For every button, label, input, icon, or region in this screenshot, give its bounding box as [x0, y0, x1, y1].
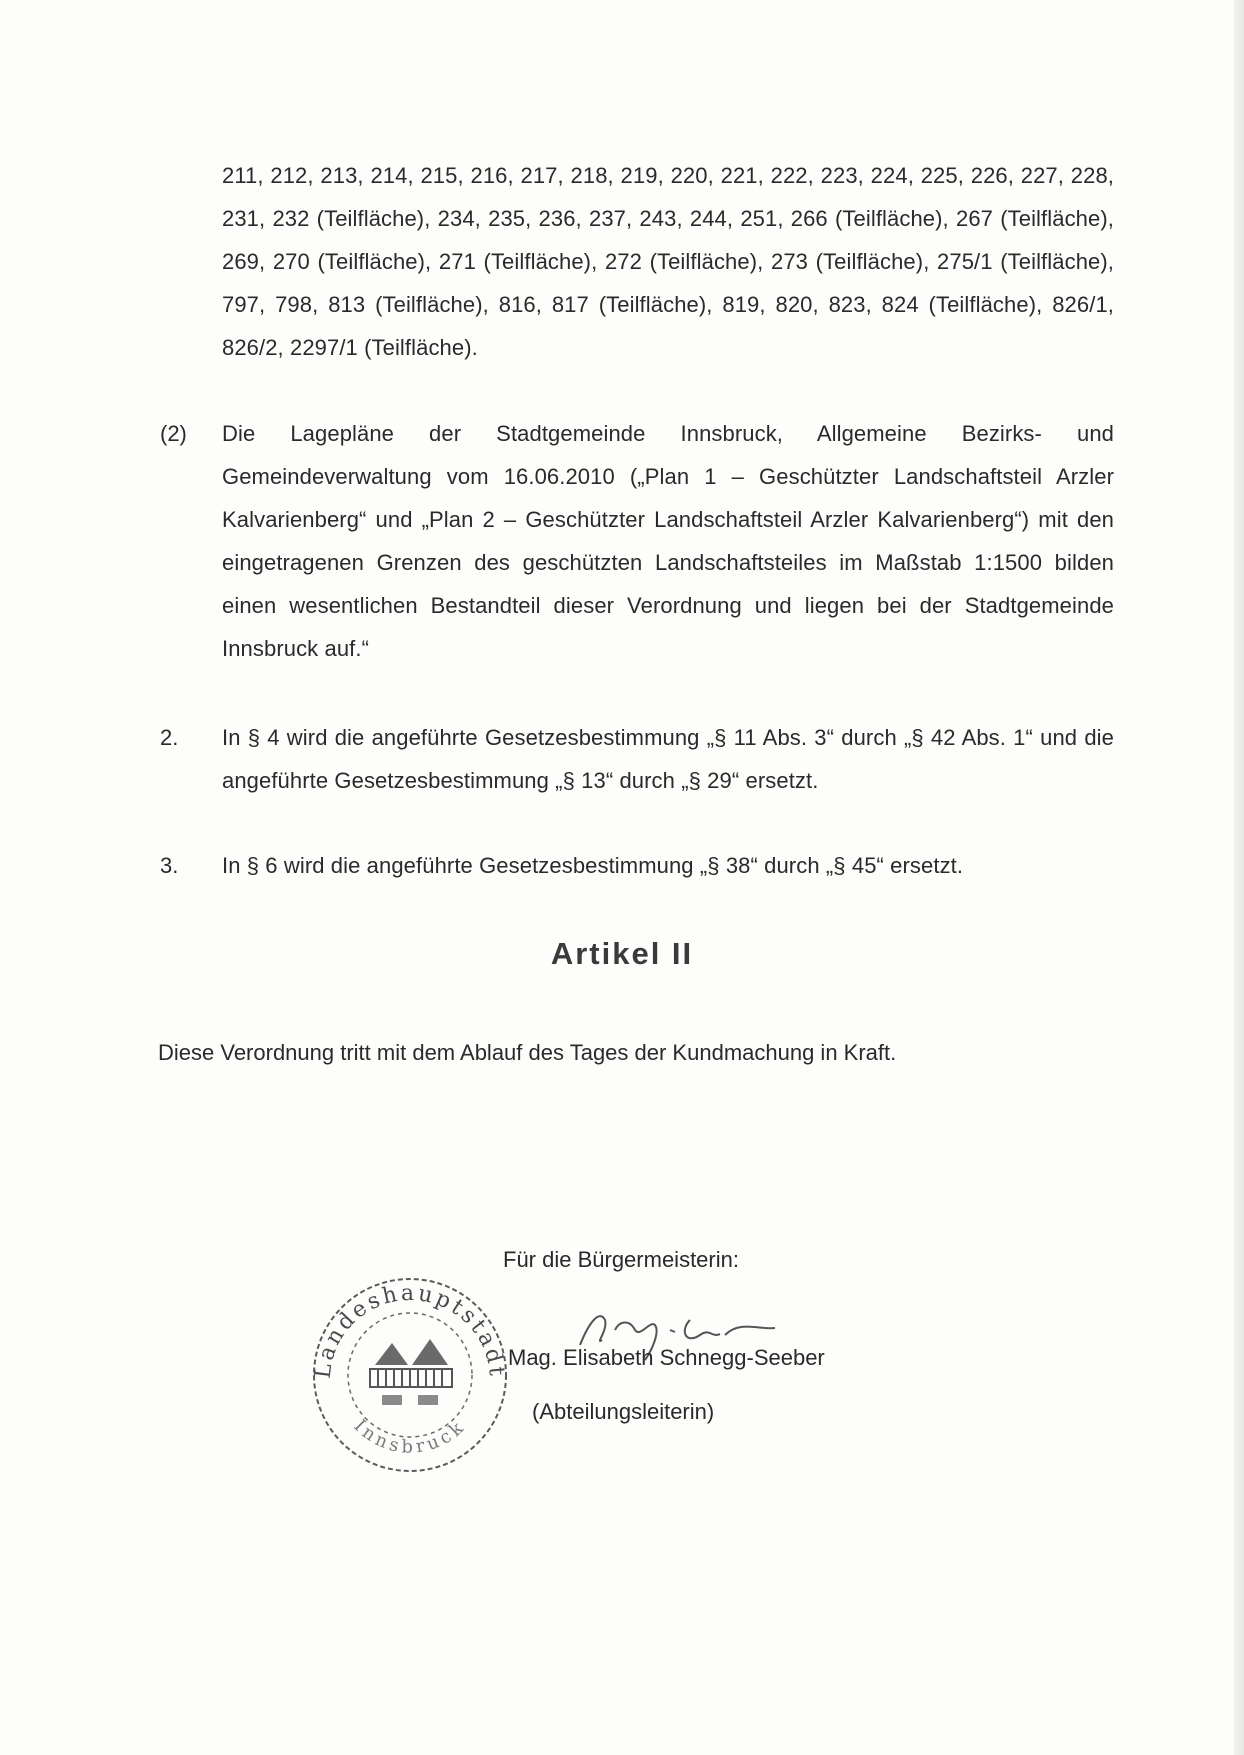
- parcel-list-continuation: 211, 212, 213, 214, 215, 216, 217, 218, 219, 220, 221, 222, 223, 224, 225, 226, 227, 228, 231, 232 (Teilfläche), 234, 235, 236, 237, 243, 244, 251, 266 (Teilfläche), 267 (Teilfläche), 269, 270 (Teilfläche), 271 (Teilfläche), 272 (Teilfläche), 273 (Teilfläche), 275/1 (Teilfläche), 797, 798, 813 (Teilfläche), 816, 817 (Teilfläche), 819, 820, 823, 824 (Teilfläche), 826/1, 826/2, 2297/1 (Teilfläche).: [222, 163, 1114, 360]
- item-number: 3.: [160, 853, 179, 878]
- item-text: In § 6 wird die angeführte Gesetzesbestimmung „§ 38“ durch „§ 45“ ersetzt.: [222, 853, 964, 878]
- item-number: 2.: [160, 725, 179, 750]
- signatory-name: Mag. Elisabeth Schnegg-Seeber: [508, 1345, 825, 1370]
- effective-date-sentence: Diese Verordnung tritt mit dem Ablauf des Tages der Kundmachung in Kraft.: [158, 1040, 897, 1065]
- article-heading: Artikel II: [550, 936, 694, 971]
- item-text: In § 4 wird die angeführte Gesetzesbestimmung „§ 11 Abs. 3“ durch „§ 42 Abs. 1“ und die angeführte Gesetzesbestimmung „§ 13“ durch „§ 29“ ersetzt.: [222, 725, 1114, 793]
- signatory-title: (Abteilungsleiterin): [532, 1399, 715, 1424]
- scan-edge: [1234, 0, 1244, 1755]
- signature-label: Für die Bürgermeisterin:: [503, 1247, 739, 1272]
- subsection-number: (2): [160, 421, 187, 446]
- city-seal-stamp-icon: [300, 1265, 520, 1485]
- stamp-bottom-text: Innsbruck: [349, 1415, 471, 1458]
- stamp-top-text: Landeshauptstadt: [310, 1280, 510, 1380]
- subsection-text: Die Lagepläne der Stadtgemeinde Innsbruck, Allgemeine Bezirks- und Gemeindeverwaltung vom 16.06.2010 („Plan 1 – Geschützter Landschaftsteil Arzler Kalvarienberg“ und „Plan 2 – Geschützter Landschaftsteil Arzler Kalvarienberg“) mit den eingetragenen Grenzen des geschützten Landschaftsteiles im Maßstab 1:1500 bilden einen wesentlichen Bestandteil dieser Verordnung und liegen bei der Stadtgemeinde Innsbruck auf.“: [222, 421, 1114, 661]
- svg-text:Landeshauptstadt: [311, 1281, 509, 1380]
